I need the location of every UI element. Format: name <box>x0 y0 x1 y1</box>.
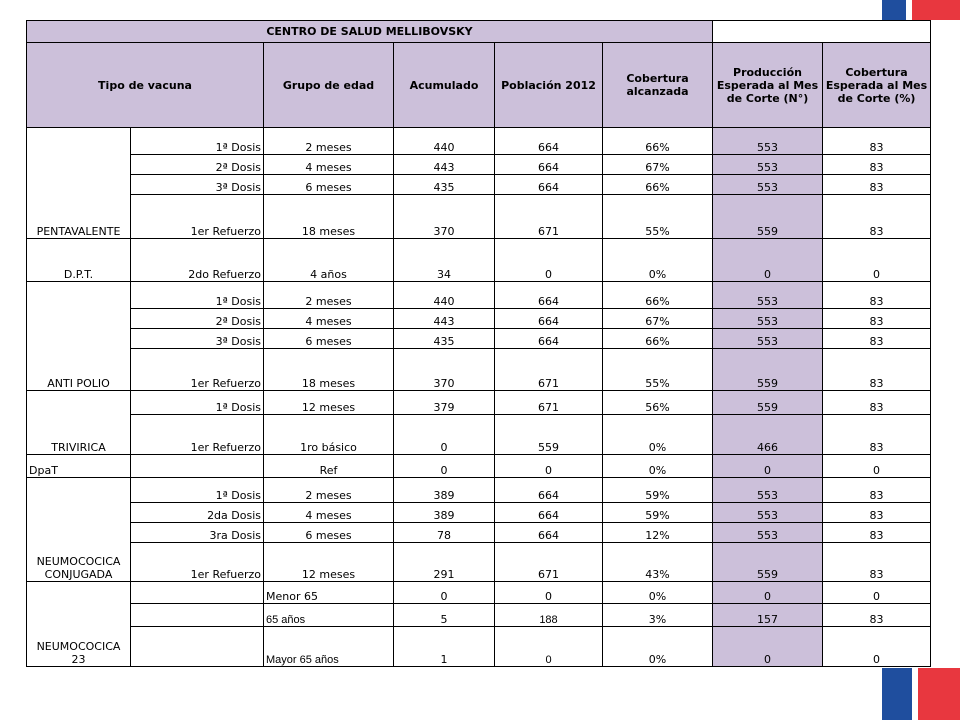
cell-acumulado: 0 <box>394 582 495 604</box>
cell-dose: 1er Refuerzo <box>131 543 264 582</box>
cell-cobertura: 56% <box>603 391 713 415</box>
table-row <box>27 543 931 582</box>
cell-acumulado: 370 <box>394 195 495 239</box>
cell-poblacion: 664 <box>495 175 603 195</box>
cell-age: 1ro básico <box>264 415 394 455</box>
cell-produccion: 157 <box>713 604 823 627</box>
cell-acumulado: 370 <box>394 349 495 391</box>
title-row <box>27 21 931 43</box>
cell-produccion: 559 <box>713 195 823 239</box>
cell-dose: 1er Refuerzo <box>131 349 264 391</box>
cell-cobertura-esperada: 83 <box>823 175 931 195</box>
cell-age: 4 meses <box>264 503 394 523</box>
cell-cobertura-esperada: 0 <box>823 627 931 667</box>
cell-dose <box>131 582 264 604</box>
table-row <box>27 309 931 329</box>
cell-poblacion: 0 <box>495 582 603 604</box>
cell-acumulado: 435 <box>394 329 495 349</box>
cell-age: 6 meses <box>264 523 394 543</box>
table-row <box>27 627 931 667</box>
cell-poblacion: 188 <box>495 604 603 627</box>
cell-cobertura: 43% <box>603 543 713 582</box>
cell-dose: 2ª Dosis <box>131 155 264 175</box>
cell-poblacion: 671 <box>495 349 603 391</box>
cell-acumulado: 0 <box>394 455 495 478</box>
cell-poblacion: 671 <box>495 391 603 415</box>
cell-cobertura: 66% <box>603 282 713 309</box>
cell-acumulado: 389 <box>394 503 495 523</box>
cell-dose: 1ª Dosis <box>131 128 264 155</box>
cell-dose: 2do Refuerzo <box>131 239 264 282</box>
cell-produccion: 559 <box>713 349 823 391</box>
cell-dose: 1er Refuerzo <box>131 195 264 239</box>
cell-acumulado: 440 <box>394 282 495 309</box>
cell-cobertura-esperada: 83 <box>823 503 931 523</box>
cell-age: 2 meses <box>264 478 394 503</box>
cell-cobertura: 0% <box>603 239 713 282</box>
group-anti-polio: ANTI POLIO <box>27 282 131 391</box>
cell-produccion: 559 <box>713 391 823 415</box>
cell-acumulado: 1 <box>394 627 495 667</box>
cell-acumulado: 379 <box>394 391 495 415</box>
cell-poblacion: 664 <box>495 155 603 175</box>
cell-age: 65 años <box>264 604 394 627</box>
cell-dose <box>131 604 264 627</box>
header-poblacion: Población 2012 <box>495 43 603 128</box>
table-row <box>27 503 931 523</box>
cell-produccion: 0 <box>713 582 823 604</box>
cell-poblacion: 0 <box>495 627 603 667</box>
cell-acumulado: 34 <box>394 239 495 282</box>
cell-cobertura-esperada: 83 <box>823 604 931 627</box>
cell-cobertura-esperada: 0 <box>823 455 931 478</box>
cell-cobertura: 3% <box>603 604 713 627</box>
cell-age: 4 meses <box>264 155 394 175</box>
table-row <box>27 415 931 455</box>
table-row <box>27 329 931 349</box>
cell-poblacion: 664 <box>495 309 603 329</box>
cell-dose: 1ª Dosis <box>131 282 264 309</box>
table-row <box>27 523 931 543</box>
cell-cobertura-esperada: 83 <box>823 391 931 415</box>
cell-produccion: 466 <box>713 415 823 455</box>
group-neumococica-23: NEUMOCOCICA 23 <box>27 582 131 667</box>
cell-produccion: 0 <box>713 455 823 478</box>
cell-cobertura: 66% <box>603 128 713 155</box>
cell-produccion: 553 <box>713 478 823 503</box>
cell-dose: 3ª Dosis <box>131 329 264 349</box>
cell-cobertura-esperada: 0 <box>823 582 931 604</box>
cell-produccion: 553 <box>713 503 823 523</box>
table-row <box>27 175 931 195</box>
table-row <box>27 478 931 503</box>
cell-cobertura: 0% <box>603 582 713 604</box>
cell-dose: 1ª Dosis <box>131 391 264 415</box>
cell-produccion: 553 <box>713 523 823 543</box>
header-tipo: Tipo de vacuna <box>27 43 264 128</box>
cell-cobertura-esperada: 83 <box>823 128 931 155</box>
cell-age: Menor 65 <box>264 582 394 604</box>
group-dpat: DpaT <box>27 455 131 478</box>
table-row <box>27 239 931 282</box>
cell-produccion: 0 <box>713 627 823 667</box>
cell-cobertura-esperada: 83 <box>823 349 931 391</box>
group-pentavalente: PENTAVALENTE <box>27 128 131 239</box>
cell-age: 18 meses <box>264 349 394 391</box>
cell-acumulado: 5 <box>394 604 495 627</box>
cell-poblacion: 664 <box>495 329 603 349</box>
cell-cobertura-esperada: 83 <box>823 155 931 175</box>
cell-cobertura-esperada: 83 <box>823 195 931 239</box>
cell-age: 2 meses <box>264 128 394 155</box>
cell-dose <box>131 455 264 478</box>
cell-cobertura-esperada: 83 <box>823 309 931 329</box>
cell-cobertura: 67% <box>603 309 713 329</box>
cell-produccion: 553 <box>713 128 823 155</box>
cell-cobertura: 59% <box>603 478 713 503</box>
cell-acumulado: 443 <box>394 155 495 175</box>
cell-produccion: 553 <box>713 155 823 175</box>
cell-produccion: 553 <box>713 175 823 195</box>
table-row <box>27 582 931 604</box>
header-grupo: Grupo de edad <box>264 43 394 128</box>
header-acumulado: Acumulado <box>394 43 495 128</box>
cell-dose: 1er Refuerzo <box>131 415 264 455</box>
group-neumococica-conjugada: NEUMOCOCICA CONJUGADA <box>27 478 131 582</box>
cell-age: 4 años <box>264 239 394 282</box>
cell-produccion: 553 <box>713 282 823 309</box>
cell-produccion: 553 <box>713 309 823 329</box>
cell-dose: 3ra Dosis <box>131 523 264 543</box>
header-produccion: Producción Esperada al Mes de Corte (N°) <box>713 43 823 128</box>
flag-decoration-bottom <box>882 668 960 720</box>
cell-cobertura: 0% <box>603 415 713 455</box>
cell-dose: 1ª Dosis <box>131 478 264 503</box>
cell-cobertura-esperada: 83 <box>823 415 931 455</box>
table-row <box>27 604 931 627</box>
cell-cobertura: 67% <box>603 155 713 175</box>
header-cobertura-esperada: Cobertura Esperada al Mes de Corte (%) <box>823 43 931 128</box>
cell-acumulado: 291 <box>394 543 495 582</box>
table-title: CENTRO DE SALUD MELLIBOVSKY <box>27 21 713 43</box>
cell-produccion: 0 <box>713 239 823 282</box>
cell-poblacion: 664 <box>495 503 603 523</box>
cell-age: 2 meses <box>264 282 394 309</box>
header-cobertura: Cobertura alcanzada <box>603 43 713 128</box>
cell-acumulado: 389 <box>394 478 495 503</box>
cell-cobertura: 0% <box>603 455 713 478</box>
table-row <box>27 282 931 309</box>
cell-cobertura: 66% <box>603 329 713 349</box>
cell-cobertura-esperada: 83 <box>823 329 931 349</box>
cell-poblacion: 664 <box>495 478 603 503</box>
cell-poblacion: 664 <box>495 523 603 543</box>
vaccine-coverage-table <box>26 20 931 667</box>
cell-poblacion: 0 <box>495 455 603 478</box>
cell-poblacion: 664 <box>495 282 603 309</box>
cell-acumulado: 435 <box>394 175 495 195</box>
cell-cobertura: 59% <box>603 503 713 523</box>
cell-cobertura-esperada: 83 <box>823 523 931 543</box>
cell-cobertura: 55% <box>603 195 713 239</box>
cell-poblacion: 671 <box>495 195 603 239</box>
cell-age: Ref <box>264 455 394 478</box>
cell-age: 4 meses <box>264 309 394 329</box>
cell-cobertura: 66% <box>603 175 713 195</box>
table-row <box>27 455 931 478</box>
header-row <box>27 43 931 128</box>
table-row <box>27 391 931 415</box>
cell-dose: 3ª Dosis <box>131 175 264 195</box>
group-dpt: D.P.T. <box>27 239 131 282</box>
table-row <box>27 128 931 155</box>
cell-dose: 2ª Dosis <box>131 309 264 329</box>
cell-age: 18 meses <box>264 195 394 239</box>
cell-age: Mayor 65 años <box>264 627 394 667</box>
cell-cobertura: 12% <box>603 523 713 543</box>
cell-age: 12 meses <box>264 543 394 582</box>
cell-cobertura-esperada: 0 <box>823 239 931 282</box>
cell-produccion: 553 <box>713 329 823 349</box>
cell-cobertura-esperada: 83 <box>823 478 931 503</box>
flag-decoration-top <box>882 0 960 20</box>
cell-acumulado: 440 <box>394 128 495 155</box>
cell-acumulado: 78 <box>394 523 495 543</box>
table-row <box>27 155 931 175</box>
cell-poblacion: 671 <box>495 543 603 582</box>
cell-dose: 2da Dosis <box>131 503 264 523</box>
group-trivirica: TRIVIRICA <box>27 391 131 455</box>
cell-acumulado: 0 <box>394 415 495 455</box>
cell-produccion: 559 <box>713 543 823 582</box>
cell-age: 6 meses <box>264 329 394 349</box>
table-row <box>27 195 931 239</box>
cell-cobertura: 0% <box>603 627 713 667</box>
cell-age: 12 meses <box>264 391 394 415</box>
table-row <box>27 349 931 391</box>
title-blank-cell <box>713 21 931 43</box>
cell-acumulado: 443 <box>394 309 495 329</box>
cell-cobertura-esperada: 83 <box>823 282 931 309</box>
cell-cobertura: 55% <box>603 349 713 391</box>
cell-dose <box>131 627 264 667</box>
cell-cobertura-esperada: 83 <box>823 543 931 582</box>
cell-age: 6 meses <box>264 175 394 195</box>
cell-poblacion: 559 <box>495 415 603 455</box>
cell-poblacion: 0 <box>495 239 603 282</box>
cell-poblacion: 664 <box>495 128 603 155</box>
